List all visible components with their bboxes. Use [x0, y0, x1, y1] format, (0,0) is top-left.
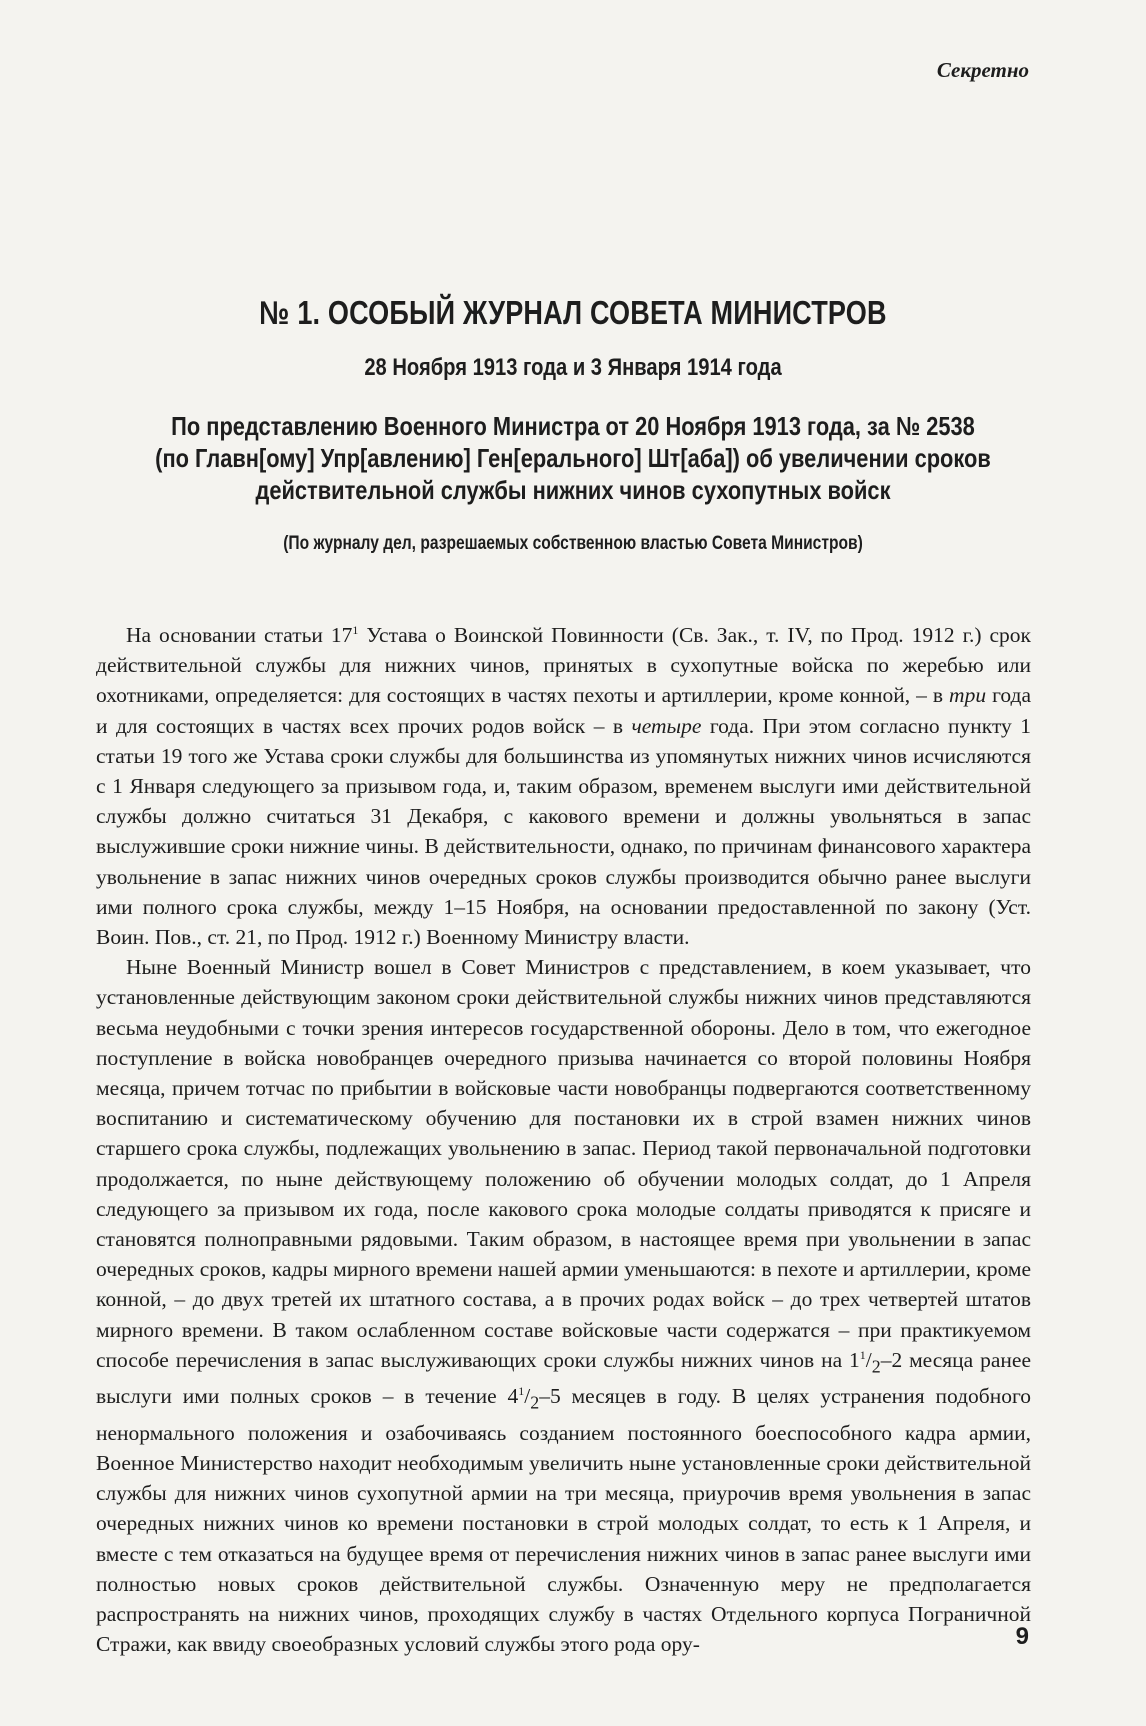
classification-stamp: Секретно [936, 58, 1029, 82]
document-title: № 1. ОСОБЫЙ ЖУРНАЛ СОВЕТА МИНИСТРОВ [259, 294, 887, 331]
text-run: года и для состоящих в частях всех прочих родов войск – в [96, 683, 1031, 738]
body-text [96, 620, 1031, 1660]
fraction-numerator: 1 [518, 1384, 525, 1399]
text-run: На основании статьи 17 [126, 623, 353, 647]
text-run: Ныне Военный Министр вошел в Совет Министров с представлением, в коем указывает, что установленные действующим законом сроки действительной службы нижних чинов представляются весьма неудобными с точки зрения интересов государственной обороны. Дело в том, что ежегодное поступление в войска новобранцев очередного призыва начинается со второй половины Ноября месяца, причем тотчас по прибытии в войсковые части новобранцы подвергаются соответственному воспитанию и систематическому обучению для постановки их в строй взамен нижних чинов старшего срока службы, подлежащих увольнению в запас. Период такой первоначальной подготовки продолжается, по ныне действующему положению об обучении молодых солдат, до 1 Апреля следующего за призывом их года, после какового срока молодые солдаты приводятся к присяге и становятся полноправными рядовыми. Таким образом, в настоящее время при увольнении в запас очередных сроков, кадры мирного времени нашей армии уменьшаются: в пехоте и артиллерии, кроме конной, – до двух третей их штатного состава, а в прочих родах войск – до трех четвертей штатов мирного времени. В таком ослабленном составе войсковые части содержатся – при практикуемом способе перечисления в запас выслуживающих сроки службы нижних чинов на 1 [96, 955, 1031, 1372]
paragraph [96, 620, 1031, 952]
fraction-slash: / [865, 1347, 872, 1372]
paragraph [96, 952, 1031, 1659]
text-run: –5 месяцев в году. В целях устранения подобного ненормального положения и озабочиваясь созданием постоянного боеспособного кадра армии, Военное Министерство находит необходимым увеличить ныне установленные сроки действительной службы для нижних чинов сухопутной армии на три месяца, приурочив время увольнения в запас очередных нижних чинов ко времени постановки в строй молодых солдат, то есть к 1 Апреля, и вместе с тем отказаться на будущее время от перечисления нижних чинов в запас ранее выслуги ими полностью новых сроков действительной службы. Означенную меру не предполагается распространять на нижних чинов, проходящих службу в частях Отдельного корпуса Пограничной Стражи, как ввиду своеобразных условий службы этого рода ору- [96, 1384, 1031, 1657]
subtitle [142, 410, 1004, 506]
date-line: 28 Ноября 1913 года и 3 Января 1914 года [364, 354, 782, 381]
text-run: –2 месяца ранее выслуги ими полных сроков – в течение 4 [96, 1347, 1031, 1409]
page-number: 9 [1015, 1623, 1029, 1650]
fraction-denominator: 2 [871, 1356, 881, 1377]
subtitle-line: (по Главн[ому] Упр[авлению] Ген[ерального] Шт[аба]) об увеличении сроков [155, 443, 991, 473]
text-run: года. При этом согласно пункту 1 статьи 19 того же Устава сроки службы для большинства из упомянутых нижних чинов исчисляются с 1 Января следующего за призывом года, и, таким образом, временем выслуги ими действительной службы должно считаться 31 Декабря, с какового времени и должны увольняться в запас выслужившие сроки нижние чины. В действительности, однако, по причинам финансового характера увольнение в запас нижних чинов очередных сроков службы производится обычно ранее выслуги ими полного срока службы, между 1–15 Ноября, на основании предоставленной по закону (Уст. Воин. Пов., ст. 21, по Прод. 1912 г.) Военному Министру власти. [96, 713, 1032, 950]
italic-text: три [949, 683, 987, 708]
italic-text: четыре [631, 713, 702, 738]
text-run: Устава о Воинской Повинности (Св. Зак., т. IV, по Прод. 1912 г.) срок действительной службы для нижних чинов, принятых в сухопутные войска по жеребью или охотниками, определяется: для состоящих в частях пехоты и артиллерии, кроме конной, – в [96, 623, 1031, 708]
fraction-numerator: 1 [859, 1347, 866, 1362]
subtitle-line: По представлению Военного Министра от 20 Ноября 1913 года, за № 2538 [171, 411, 975, 441]
fraction-denominator: 2 [530, 1392, 540, 1413]
journal-note: (По журналу дел, разрешаемых собственною властью Совета Министров) [283, 533, 863, 554]
superscript: 1 [352, 622, 359, 637]
subtitle-line: действительной службы нижних чинов сухопутных войск [255, 475, 891, 505]
fraction-slash: / [524, 1384, 531, 1409]
